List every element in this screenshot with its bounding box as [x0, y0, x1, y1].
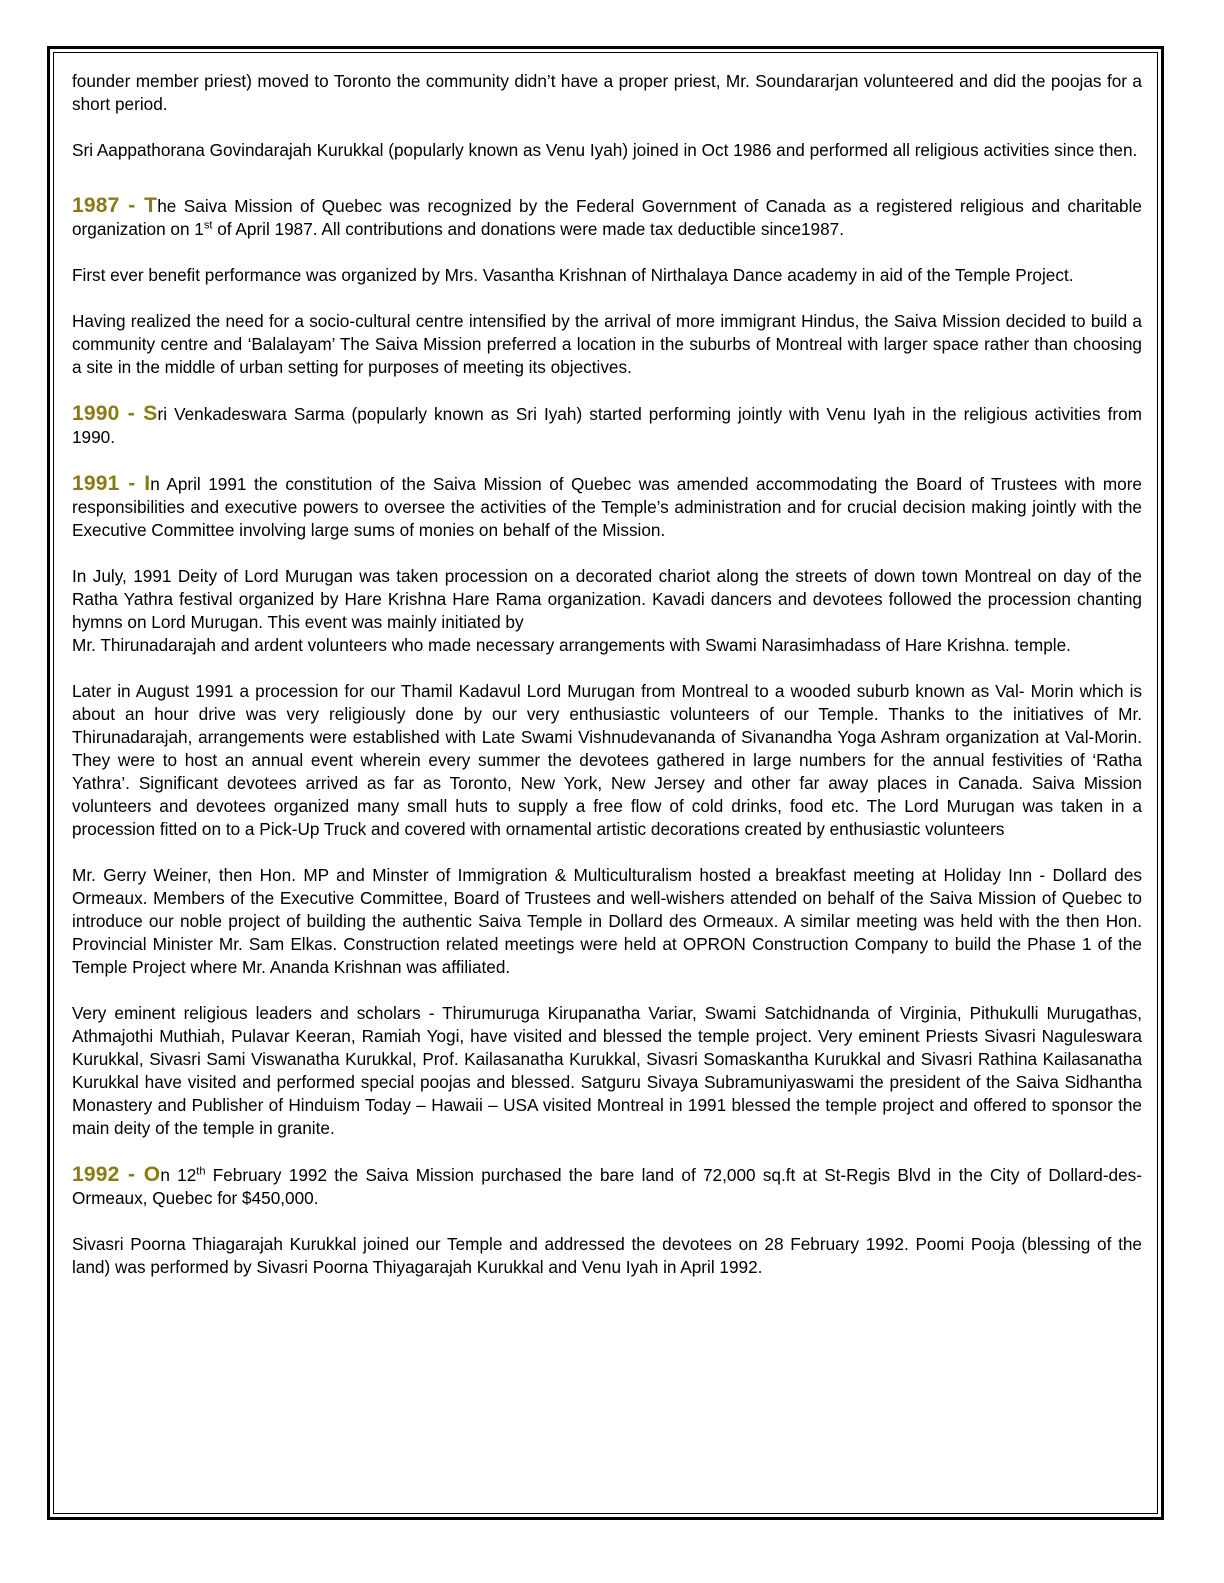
year-heading-1990: 1990 - S	[72, 402, 158, 425]
paragraph-1990-text: ri Venkadeswara Sarma (popularly known as Sri Iyah) started performing jointly with Venu Iyah in the religious activities from 1990.	[72, 404, 1142, 447]
paragraph-1992	[72, 1163, 1142, 1210]
paragraph-ratha-yathra	[72, 565, 1142, 657]
paragraph-1992-text-b: February 1992 the Saiva Mission purchased the bare land of 72,000 sq.ft at St-Regis Blvd in the City of Dollard-des-Ormeaux, Quebec for $450,000.	[72, 1165, 1142, 1208]
paragraph-ratha-yathra-line-a: In July, 1991 Deity of Lord Murugan was taken procession on a decorated chariot along the streets of down town Montreal on day of the Ratha Yathra festival organized by Hare Krishna Hare Rama organization. Kavadi dancers and devotees followed the procession chanting hymns on Lord Murugan. This event was mainly initiated by	[72, 566, 1142, 632]
paragraph-1991	[72, 472, 1142, 542]
paragraph-1987	[72, 194, 1142, 241]
paragraph-val-morin: Later in August 1991 a procession for our Thamil Kadavul Lord Murugan from Montreal to a wooded suburb known as Val- Morin which is about an hour drive was very religiously done by our very enthusiastic volunteers of our Temple. Thanks to the initiatives of Mr. Thirunadarajah, arrangements were established with Late Swami Vishnudevananda of Sivanandha Yoga Ashram organization at Val-Morin. They were to host an annual event wherein every summer the devotees gathered in large numbers for the annual festivities of ‘Ratha Yathra’. Significant devotees arrived as far as Toronto, New York, New Jersey and other far away places in Canada. Saiva Mission volunteers and devotees organized many small huts to supply a free flow of cold drinks, food etc. The Lord Murugan was taken in a procession fitted on to a Pick-Up Truck and covered with ornamental artistic decorations created by enthusiastic volunteers	[72, 681, 1142, 839]
paragraph-priest-toronto: founder member priest) moved to Toronto the community didn’t have a proper priest, Mr. Soundararjan volunteered and did the poojas for a short period.	[72, 71, 1142, 114]
paragraph-1991-text: n April 1991 the constitution of the Saiva Mission of Quebec was amended accommodating the Board of Trustees with more responsibilities and executive powers to oversee the activities of the Temple’s administration and for crucial decision making jointly with the Executive Committee involving large sums of monies on behalf of the Mission.	[72, 474, 1142, 540]
paragraph-benefit-performance: First ever benefit performance was organized by Mrs. Vasantha Krishnan of Nirthalaya Dance academy in aid of the Temple Project.	[72, 265, 1074, 285]
paragraph-1990	[72, 402, 1142, 449]
paragraph-1992-text-a: n 12	[160, 1165, 197, 1185]
year-heading-1992: 1992 - O	[72, 1163, 161, 1186]
paragraph-community-centre: Having realized the need for a socio-cultural centre intensified by the arrival of more immigrant Hindus, the Saiva Mission decided to build a community centre and ‘Balalayam’ The Saiva Mission preferred a location in the suburbs of Montreal with larger space rather than choosing a site in the middle of urban setting for purposes of meeting its objectives.	[72, 311, 1142, 377]
year-heading-1987: 1987 - T	[72, 194, 158, 217]
paragraph-1987-text-b: of April 1987. All contributions and donations were made tax deductible since1987.	[212, 219, 845, 239]
paragraph-1987-text-a: he Saiva Mission of Quebec was recognized by the Federal Government of Canada as a registered religious and charitable organization on 1	[72, 196, 1142, 239]
paragraph-venu-iyah: Sri Aappathorana Govindarajah Kurukkal (popularly known as Venu Iyah) joined in Oct 1986 and performed all religious activities since then.	[72, 140, 1138, 160]
year-heading-1991: 1991 - I	[72, 472, 151, 495]
paragraph-religious-leaders: Very eminent religious leaders and scholars - Thirumuruga Kirupanatha Variar, Swami Satchidnanda of Virginia, Pithukulli Murugathas, Athmajothi Muthiah, Pulavar Keeran, Ramiah Yogi, have visited and blessed the temple project. Very eminent Priests Sivasri Naguleswara Kurukkal, Sivasri Sami Viswanatha Kurukkal, Prof. Kailasanatha Kurukkal, Sivasri Somaskantha Kurukkal and Sivasri Rathina Kailasanatha Kurukkal have visited and performed special poojas and blessed. Satguru Sivaya Subramuniyaswami the president of the Saiva Sidhantha Monastery and Publisher of Hinduism Today – Hawaii – USA visited Montreal in 1991 blessed the temple project and offered to sponsor the main deity of the temple in granite.	[72, 1003, 1142, 1138]
paragraph-poomi-pooja: Sivasri Poorna Thiagarajah Kurukkal joined our Temple and addressed the devotees on 28 February 1992. Poomi Pooja (blessing of the land) was performed by Sivasri Poorna Thiyagarajah Kurukkal and Venu Iyah in April 1992.	[72, 1234, 1142, 1277]
paragraph-ratha-yathra-line-b: Mr. Thirunadarajah and ardent volunteers who made necessary arrangements with Swami Narasimhadass of Hare Krishna. temple.	[72, 635, 1071, 655]
paragraph-gerry-weiner: Mr. Gerry Weiner, then Hon. MP and Minster of Immigration & Multiculturalism hosted a breakfast meeting at Holiday Inn - Dollard des Ormeaux. Members of the Executive Committee, Board of Trustees and well-wishers attended on behalf of the Saiva Mission of Quebec to introduce our noble project of building the authentic Saiva Temple in Dollard des Ormeaux. A similar meeting was held with the then Hon. Provincial Minister Mr. Sam Elkas. Construction related meetings were held at OPRON Construction Company to build the Phase 1 of the Temple Project where Mr. Ananda Krishnan was affiliated.	[72, 865, 1142, 977]
ordinal-suffix: th	[196, 1165, 206, 1178]
document-body	[72, 70, 1142, 1302]
ordinal-suffix: st	[203, 219, 213, 232]
